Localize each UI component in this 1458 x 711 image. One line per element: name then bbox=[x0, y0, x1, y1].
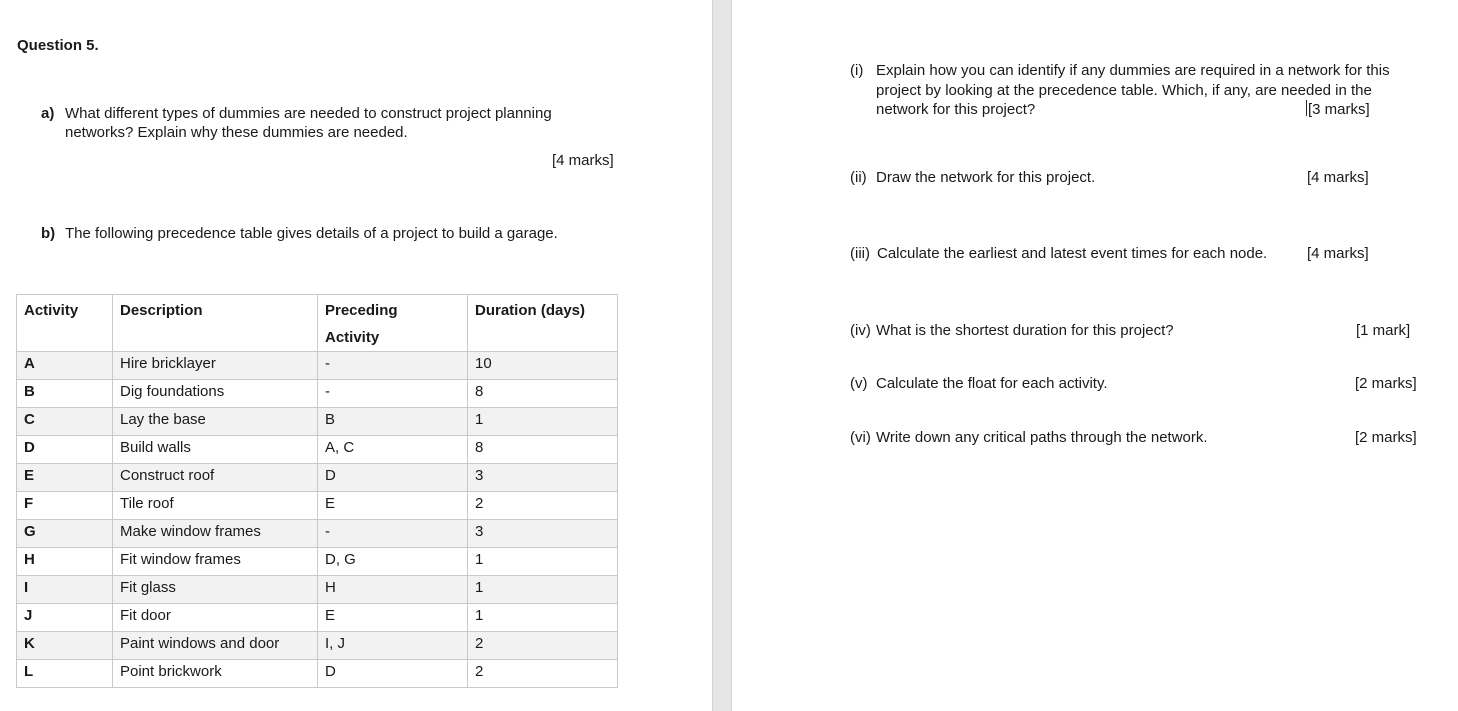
cell-preceding: D bbox=[318, 464, 468, 492]
cell-preceding: - bbox=[318, 352, 468, 380]
cell-description: Paint windows and door bbox=[113, 632, 318, 660]
table-row bbox=[17, 464, 618, 492]
table-row bbox=[17, 436, 618, 464]
cell-activity: D bbox=[17, 436, 113, 464]
subquestion-vi-text: Write down any critical paths through the network. bbox=[876, 429, 1208, 446]
header-preceding-line-1: Preceding bbox=[325, 302, 398, 319]
header-preceding bbox=[318, 295, 468, 352]
text-cursor bbox=[1306, 100, 1307, 116]
cell-description: Fit glass bbox=[113, 576, 318, 604]
cell-preceding: B bbox=[318, 408, 468, 436]
subquestion-i-text bbox=[876, 61, 1436, 120]
subquestion-i-line-3-text: network for this project? bbox=[876, 101, 1036, 118]
table-header-row bbox=[17, 295, 618, 352]
cell-description: Lay the base bbox=[113, 408, 318, 436]
right-page bbox=[732, 0, 1458, 711]
subquestion-ii-marks: [4 marks] bbox=[1307, 169, 1369, 186]
subquestion-v bbox=[850, 374, 1440, 394]
cell-activity: L bbox=[17, 660, 113, 688]
cell-description: Fit window frames bbox=[113, 548, 318, 576]
cell-duration: 2 bbox=[468, 492, 618, 520]
part-a bbox=[41, 104, 641, 144]
header-activity: Activity bbox=[17, 295, 113, 352]
cell-preceding: D bbox=[318, 660, 468, 688]
table-row bbox=[17, 576, 618, 604]
table-row bbox=[17, 632, 618, 660]
subquestion-ii-number: (ii) bbox=[850, 169, 867, 186]
cell-preceding: A, C bbox=[318, 436, 468, 464]
cell-duration: 3 bbox=[468, 464, 618, 492]
question-title: Question 5. bbox=[17, 37, 99, 54]
cell-activity: C bbox=[17, 408, 113, 436]
part-b-letter: b) bbox=[41, 225, 56, 242]
cell-activity: G bbox=[17, 520, 113, 548]
cell-duration: 1 bbox=[468, 548, 618, 576]
subquestion-vi-marks: [2 marks] bbox=[1355, 429, 1417, 446]
table-row bbox=[17, 548, 618, 576]
part-b-text: The following precedence table gives details of a project to build a garage. bbox=[65, 225, 558, 242]
subquestion-iii-marks: [4 marks] bbox=[1307, 245, 1369, 262]
cell-duration: 8 bbox=[468, 380, 618, 408]
page-gutter bbox=[712, 0, 732, 711]
header-duration: Duration (days) bbox=[468, 295, 618, 352]
subquestion-iv-marks: [1 mark] bbox=[1356, 322, 1411, 339]
part-a-line-2: networks? Explain why these dummies are needed. bbox=[65, 124, 408, 141]
subquestion-iv-text: What is the shortest duration for this project? bbox=[876, 322, 1174, 339]
cell-description: Fit door bbox=[113, 604, 318, 632]
cell-duration: 2 bbox=[468, 660, 618, 688]
cell-preceding: - bbox=[318, 520, 468, 548]
cell-description: Dig foundations bbox=[113, 380, 318, 408]
table-row bbox=[17, 380, 618, 408]
subquestion-i-line-3 bbox=[876, 100, 1436, 120]
subquestion-i-marks-wrap bbox=[1306, 100, 1370, 120]
cell-description: Make window frames bbox=[113, 520, 318, 548]
cell-preceding: E bbox=[318, 492, 468, 520]
cell-description: Construct roof bbox=[113, 464, 318, 492]
part-a-letter: a) bbox=[41, 105, 55, 122]
subquestion-iv-number: (iv) bbox=[850, 322, 871, 339]
precedence-table bbox=[16, 294, 618, 688]
cell-preceding: I, J bbox=[318, 632, 468, 660]
table-row bbox=[17, 604, 618, 632]
part-a-text bbox=[65, 104, 552, 142]
subquestion-ii-text: Draw the network for this project. bbox=[876, 169, 1096, 186]
part-b bbox=[41, 224, 661, 244]
cell-description: Build walls bbox=[113, 436, 318, 464]
table-row bbox=[17, 660, 618, 688]
subquestion-i-marks: [3 marks] bbox=[1308, 101, 1370, 118]
cell-duration: 1 bbox=[468, 604, 618, 632]
subquestion-iii-number: (iii) bbox=[850, 245, 870, 262]
cell-description: Hire bricklayer bbox=[113, 352, 318, 380]
subquestion-ii bbox=[850, 168, 1440, 188]
table-row bbox=[17, 352, 618, 380]
left-page bbox=[0, 0, 712, 711]
subquestion-iv bbox=[850, 321, 1440, 341]
cell-activity: A bbox=[17, 352, 113, 380]
table-body bbox=[17, 352, 618, 688]
cell-duration: 8 bbox=[468, 436, 618, 464]
subquestion-i-line-2: project by looking at the precedence table. Which, if any, are needed in the bbox=[876, 81, 1372, 99]
cell-activity: I bbox=[17, 576, 113, 604]
cell-preceding: - bbox=[318, 380, 468, 408]
cell-duration: 2 bbox=[468, 632, 618, 660]
subquestion-vi-number: (vi) bbox=[850, 429, 871, 446]
cell-duration: 10 bbox=[468, 352, 618, 380]
cell-duration: 1 bbox=[468, 576, 618, 604]
table-row bbox=[17, 408, 618, 436]
subquestion-vi bbox=[850, 428, 1440, 448]
subquestion-v-marks: [2 marks] bbox=[1355, 375, 1417, 392]
header-description: Description bbox=[113, 295, 318, 352]
subquestion-v-number: (v) bbox=[850, 375, 868, 392]
header-preceding-line-2: Activity bbox=[325, 329, 380, 346]
cell-description: Tile roof bbox=[113, 492, 318, 520]
part-a-line-1: What different types of dummies are needed to construct project planning bbox=[65, 105, 552, 122]
subquestion-i-number: (i) bbox=[850, 62, 864, 79]
cell-activity: J bbox=[17, 604, 113, 632]
cell-activity: K bbox=[17, 632, 113, 660]
subquestion-iii bbox=[850, 244, 1440, 264]
subquestion-iii-text: Calculate the earliest and latest event times for each node. bbox=[877, 245, 1268, 262]
subquestion-i-line-1: Explain how you can identify if any dummies are required in a network for this bbox=[876, 62, 1390, 79]
cell-activity: F bbox=[17, 492, 113, 520]
cell-preceding: D, G bbox=[318, 548, 468, 576]
cell-duration: 1 bbox=[468, 408, 618, 436]
cell-preceding: H bbox=[318, 576, 468, 604]
cell-activity: E bbox=[17, 464, 113, 492]
table-row bbox=[17, 492, 618, 520]
table-row bbox=[17, 520, 618, 548]
part-a-marks: [4 marks] bbox=[552, 152, 614, 169]
cell-activity: B bbox=[17, 380, 113, 408]
cell-description: Point brickwork bbox=[113, 660, 318, 688]
subquestion-i bbox=[850, 61, 1440, 121]
subquestion-v-text: Calculate the float for each activity. bbox=[876, 375, 1108, 392]
cell-activity: H bbox=[17, 548, 113, 576]
cell-duration: 3 bbox=[468, 520, 618, 548]
cell-preceding: E bbox=[318, 604, 468, 632]
